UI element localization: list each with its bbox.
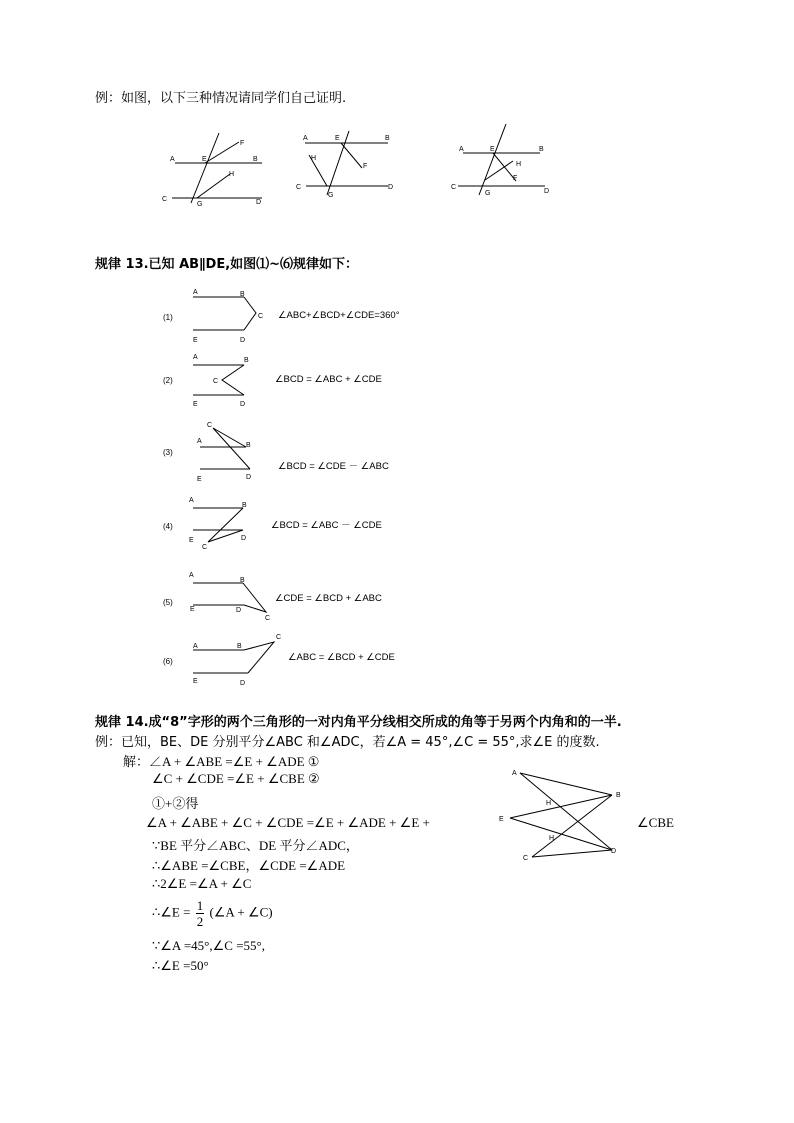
rule13-row-number: (2) (163, 376, 173, 385)
svg-text:G: G (197, 201, 203, 208)
svg-text:E: E (189, 537, 194, 544)
svg-text:B: B (244, 357, 249, 364)
solution-line: 解：∠A + ∠ABE =∠E + ∠ADE ① (123, 754, 320, 769)
svg-text:A: A (197, 438, 202, 445)
svg-text:E: E (499, 816, 504, 823)
svg-text:G: G (328, 192, 334, 199)
svg-text:A: A (189, 497, 194, 504)
rule13-row-equation: ∠BCD = ∠ABC － ∠CDE (271, 520, 382, 531)
svg-text:C: C (202, 544, 208, 551)
svg-text:D: D (256, 199, 262, 206)
svg-text:E: E (193, 401, 198, 408)
rule13-row-number: (3) (163, 448, 173, 457)
svg-text:C: C (162, 196, 168, 203)
svg-text:D: D (544, 188, 550, 195)
solution-line: ∵BE 平分∠ABC、DE 平分∠ADC， (152, 838, 359, 853)
rule13-figure-1 (193, 289, 263, 344)
svg-text:E: E (197, 476, 202, 483)
solution-line: ∵∠A =45°,∠C =55°, (152, 938, 265, 953)
svg-text:A: A (193, 289, 198, 296)
svg-text:B: B (539, 146, 544, 153)
svg-text:C: C (451, 184, 457, 191)
svg-text:H: H (546, 800, 552, 807)
svg-text:B: B (385, 135, 390, 142)
svg-text:C: C (207, 422, 213, 429)
svg-text:B: B (242, 502, 247, 509)
svg-text:E: E (202, 156, 207, 163)
svg-text:C: C (523, 855, 529, 862)
rule13-heading: 规律 13.已知 AB∥DE,如图⑴~⑹规律如下： (95, 257, 359, 272)
svg-text:C: C (296, 184, 302, 191)
rule13-row-number: (6) (163, 657, 173, 666)
rule13-figure-3 (197, 422, 251, 483)
rule13-row-number: (5) (163, 598, 173, 607)
svg-text:A: A (193, 643, 198, 650)
svg-text:C: C (265, 615, 271, 622)
side-term: ∠CBE (637, 815, 674, 830)
svg-text:F: F (513, 175, 518, 182)
svg-text:H: H (549, 835, 555, 842)
svg-text:A: A (193, 354, 198, 361)
svg-text:G: G (485, 190, 491, 197)
svg-text:B: B (237, 643, 242, 650)
solution-line: ①+②得 (152, 796, 199, 811)
svg-text:E: E (190, 606, 195, 613)
rule13-row-equation: ∠CDE = ∠BCD + ∠ABC (275, 593, 382, 604)
rule14-heading: 规律 14.成“8”字形的两个三角形的一对内角平分线相交所成的角等于另两个内角和的一半. (95, 715, 622, 730)
svg-text:A: A (189, 572, 194, 579)
rule13-figure-5 (189, 572, 270, 622)
rule13-figure-4 (189, 497, 247, 551)
svg-text:D: D (246, 474, 252, 481)
example-figure-2 (296, 131, 393, 199)
solution-fraction-line (152, 898, 273, 929)
one-half-fraction: $\frac{1}{2}$ (196, 898, 204, 929)
svg-text:C: C (213, 378, 219, 385)
solution-line: ∠A + ∠ABE + ∠C + ∠CDE =∠E + ∠ADE + ∠E + (146, 815, 430, 830)
svg-text:D: D (236, 607, 242, 614)
svg-text:E: E (193, 337, 198, 344)
svg-text:A: A (459, 146, 464, 153)
rule13-figure-6 (193, 634, 281, 687)
intro-text: 例：如图，以下三种情况请同学们自己证明. (95, 91, 347, 106)
solution-line: ∴∠ABE =∠CBE，∠CDE =∠ADE (152, 858, 346, 873)
rule13-row-equation: ∠ABC = ∠BCD + ∠CDE (288, 652, 395, 663)
svg-text:A: A (512, 770, 517, 777)
rule13-row-equation: ∠BCD = ∠ABC + ∠CDE (275, 374, 382, 385)
rule14-example: 例：已知，BE、DE 分别平分∠ABC 和∠ADC，若∠A = 45°,∠C = 55°,求∠E 的度数. (95, 735, 600, 750)
svg-text:F: F (240, 140, 245, 147)
svg-text:B: B (616, 792, 621, 799)
solution-line: (∠A + ∠C) (209, 904, 273, 920)
svg-text:D: D (388, 184, 394, 191)
rule13-row-equation: ∠ABC+∠BCD+∠CDE=360° (278, 310, 400, 321)
svg-text:B: B (240, 291, 245, 298)
svg-text:H: H (229, 171, 235, 178)
svg-text:E: E (335, 135, 340, 142)
rule13-row-number: (1) (163, 313, 173, 322)
example-figure-1 (162, 133, 262, 208)
svg-text:B: B (246, 442, 251, 449)
solution-line: ∠C + ∠CDE =∠E + ∠CBE ② (152, 771, 320, 786)
svg-text:C: C (276, 634, 282, 641)
svg-text:E: E (490, 146, 495, 153)
svg-text:A: A (170, 156, 175, 163)
svg-text:H: H (516, 161, 522, 168)
svg-text:H: H (311, 155, 317, 162)
rule13-row-number: (4) (163, 522, 173, 531)
rule13-row-equation: ∠BCD = ∠CDE － ∠ABC (278, 461, 389, 472)
svg-text:C: C (258, 313, 264, 320)
svg-text:A: A (303, 135, 308, 142)
solution-line: ∴∠E = (152, 904, 191, 920)
rule13-figure-2 (193, 354, 249, 408)
svg-text:E: E (193, 678, 198, 685)
svg-text:D: D (241, 535, 247, 542)
svg-text:D: D (240, 337, 246, 344)
svg-text:B: B (253, 156, 258, 163)
svg-text:B: B (240, 577, 245, 584)
solution-line: ∴2∠E =∠A + ∠C (152, 876, 252, 891)
example-figure-3 (451, 124, 549, 197)
svg-text:D: D (240, 401, 246, 408)
rule14-figure (499, 770, 621, 862)
svg-text:F: F (363, 163, 368, 170)
solution-line: ∴∠E =50° (152, 958, 209, 973)
svg-text:D: D (240, 680, 246, 687)
svg-text:D: D (611, 848, 617, 855)
